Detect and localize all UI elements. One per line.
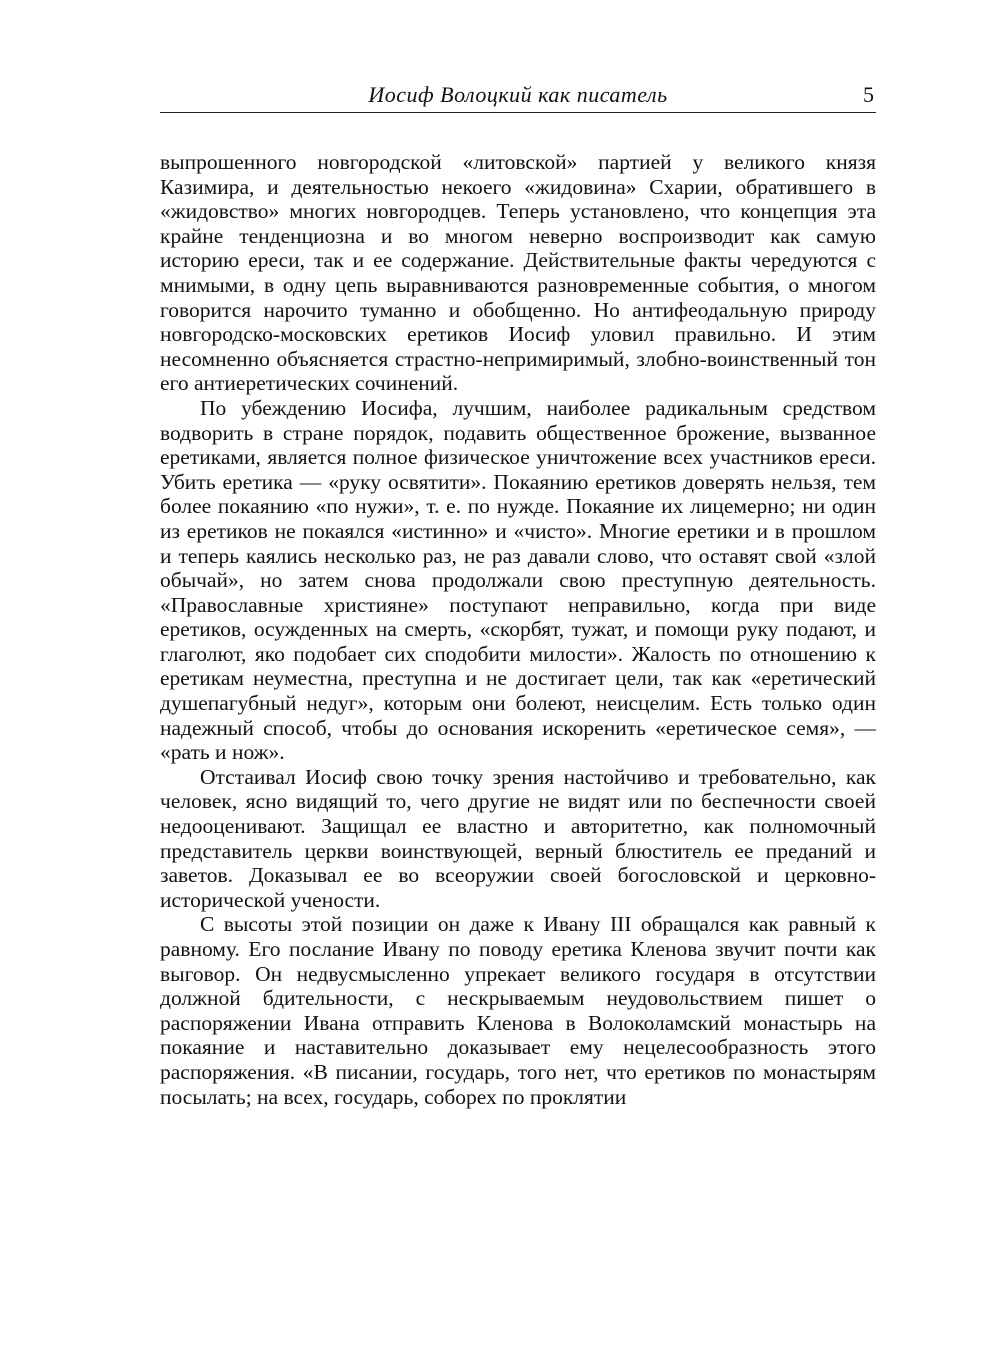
text-body bbox=[160, 150, 876, 1109]
running-head bbox=[160, 80, 876, 116]
paragraph-2: По убеждению Иосифа, лучшим, наиболее радикальным средством водворить в стране порядок, подавить общественное брожение, вызванное еретиками, является полное физическое уничтожение всех участников ереси. Убить еретика — «руку освятити». Покаянию еретиков доверять нельзя, тем более покаянию «по нужи», т. е. по нужде. Покаяние их лицемерно; ни один из еретиков не покаялся «истинно» и «чисто». Многие еретики и в прошлом и теперь каялись несколько раз, не раз давали слово, что оставят свой «злой обычай», но затем снова продолжали свою преступную деятельность. «Православные християне» поступают неправильно, когда при виде еретиков, осужденных на смерть, «скорбят, тужат, и помощи руку подают, и глаголют, яко подобает сих сподобити милости». Жалость по отношению к еретикам неуместна, преступна и не достигает цели, так как «еретический душепагубный недуг», которым они болеют, неисцелим. Есть только один надежный способ, чтобы до основания искоренить «еретическое семя», — «рать и нож». bbox=[160, 395, 876, 765]
paragraph-3: Отстаивал Иосиф свою точку зрения настойчиво и требовательно, как человек, ясно видящий то, чего другие не видят или по беспечности своей недооценивают. Защищал ее властно и авторитетно, как полномочный представитель церкви воинствующей, верный блюститель ее преданий и заветов. Доказывал ее во всеоружии своей богословской и церковно-исторической учености. bbox=[160, 764, 876, 912]
paragraph-4: С высоты этой позиции он даже к Ивану III обращался как равный к равному. Его послание Ивану по поводу еретика Кленова звучит почти как выговор. Он недвусмысленно упрекает великого государя в отсутствии должной бдительности, с нескрываемым неудовольствием пишет о распоряжении Ивана отправить Кленова в Волоколамский монастырь на покаяние и наставительно доказывает ему нецелесообразность этого распоряжения. «В писании, государь, того нет, что еретиков по монастырям посылать; на всех, государь, соборех по проклятии bbox=[160, 912, 876, 1109]
page-number: 5 bbox=[863, 82, 874, 107]
paragraph-1: выпрошенного новгородской «литовской» партией у великого князя Казимира, и деятельностью некоего «жидовина» Схарии, обратившего в «жидовство» многих новгородцев. Теперь установлено, что концепция эта крайне тенденциозна и во многом неверно воспроизводит как самую историю ереси, так и ее содержание. Действительные факты чередуются с мнимыми, в одну цепь выравниваются разновременные события, о многом говорится нарочито туманно и обобщенно. Но антифеодальную природу новгородско-московских еретиков Иосиф уловил правильно. И этим несомненно объясняется страстно-непримиримый, злобно-воинственный тон его антиеретических сочинений. bbox=[160, 150, 876, 396]
running-title: Иосиф Волоцкий как писатель bbox=[368, 82, 668, 107]
header-rule bbox=[160, 112, 876, 113]
